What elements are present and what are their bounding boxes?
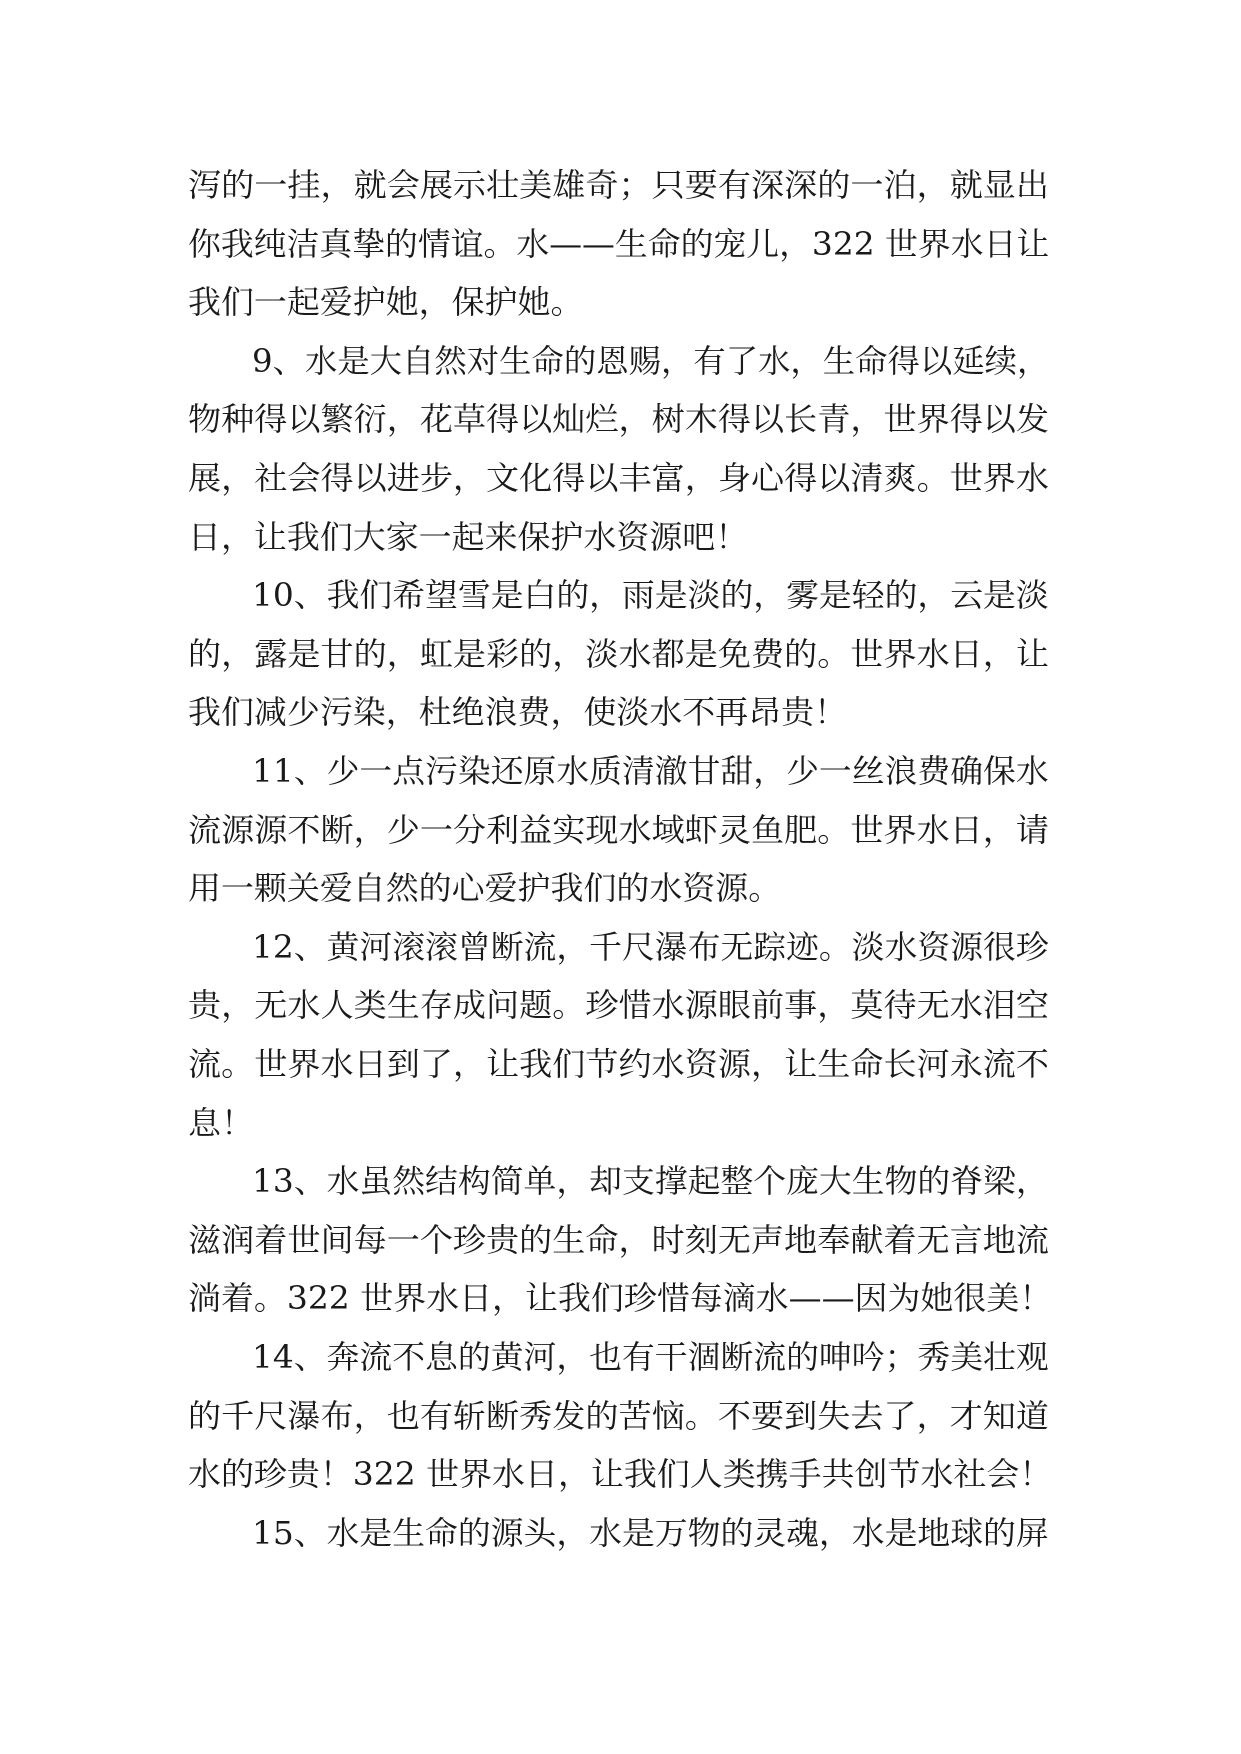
- text-line: 14、奔流不息的黄河，也有干涸断流的呻吟；秀美壮观: [252, 1338, 1049, 1376]
- text-line: 泻的一挂，就会展示壮美雄奇；只要有深深的一泊，就显出: [188, 166, 1050, 204]
- text-line: 我们减少污染，杜绝浪费，使淡水不再昂贵！: [188, 693, 848, 732]
- text-line: 9、水是大自然对生命的恩赐，有了水，生命得以延续，: [252, 341, 1050, 380]
- text-line: 淌着。322 世界水日，让我们珍惜每滴水——因为她很美！: [188, 1279, 1053, 1318]
- text-line: 流源源不断，少一分利益实现水域虾灵鱼肥。世界水日，请: [188, 810, 1050, 849]
- text-line: 流。世界水日到了，让我们节约水资源，让生命长河永流不: [188, 1045, 1050, 1083]
- text-line: 水的珍贵！322 世界水日，让我们人类携手共创节水社会！: [188, 1455, 1053, 1494]
- text-line: 12、黄河滚滚曾断流，千尺瀑布无踪迹。淡水资源很珍: [252, 927, 1049, 966]
- text-line: 我们一起爱护她，保护她。: [188, 283, 584, 322]
- text-line: 贵，无水人类生存成问题。珍惜水源眼前事，莫待无水泪空: [188, 986, 1050, 1025]
- text-line: 用一颗关爱自然的心爱护我们的水资源。: [188, 869, 782, 908]
- text-line: 展，社会得以进步，文化得以丰富，身心得以清爽。世界水: [188, 459, 1050, 497]
- text-line: 13、水虽然结构简单，却支撑起整个庞大生物的脊梁，: [252, 1162, 1049, 1201]
- text-line: 10、我们希望雪是白的，雨是淡的，雾是轻的，云是淡: [252, 576, 1049, 615]
- text-line: 物种得以繁衍，花草得以灿烂，树木得以长青，世界得以发: [188, 400, 1050, 439]
- text-line: 日，让我们大家一起来保护水资源吧！: [188, 517, 749, 556]
- text-line: 15、水是生命的源头，水是万物的灵魂，水是地球的屏: [252, 1513, 1049, 1552]
- text-line: 滋润着世间每一个珍贵的生命，时刻无声地奉献着无言地流: [188, 1220, 1050, 1259]
- text-line: 你我纯洁真挚的情谊。水——生命的宠儿，322 世界水日让: [188, 224, 1050, 263]
- text-line: 的，露是甘的，虹是彩的，淡水都是免费的。世界水日，让: [188, 634, 1050, 673]
- text-line: 息！: [188, 1103, 254, 1142]
- text-line: 的千尺瀑布，也有斩断秀发的苦恼。不要到失去了，才知道: [188, 1396, 1050, 1435]
- text-line: 11、少一点污染还原水质清澈甘甜，少一丝浪费确保水: [252, 752, 1049, 790]
